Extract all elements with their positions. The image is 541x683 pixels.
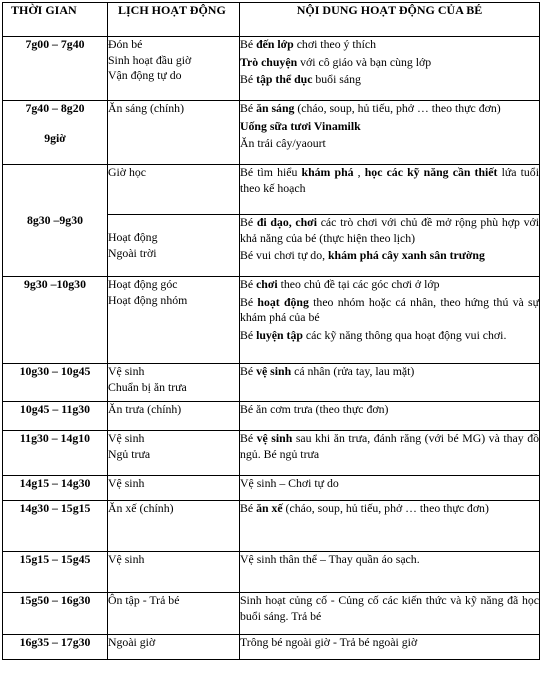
schedule-row <box>3 476 540 501</box>
content-line <box>240 476 539 492</box>
content-text: sau khi ăn trưa, đánh răng (với bé MG) và thay đồ ngủ. Bé ngủ trưa <box>240 431 539 461</box>
content-text: cá nhân (rửa tay, lau mặt) <box>291 364 415 378</box>
content-line <box>240 119 539 135</box>
content-line <box>240 431 539 462</box>
activity-label: Ôn tập - Trả bé <box>108 593 180 607</box>
time-range: 10g45 – 11g30 <box>19 402 91 416</box>
activity-cell <box>108 165 240 215</box>
activity-cell <box>108 635 240 660</box>
content-line <box>240 593 539 624</box>
content-cell <box>240 552 540 593</box>
content-line <box>240 248 539 264</box>
time-range: 11g30 – 14g10 <box>19 431 91 445</box>
content-cell <box>240 593 540 635</box>
schedule-row <box>3 501 540 552</box>
content-cell <box>240 501 540 552</box>
header-time: THỜI GIAN <box>3 3 108 37</box>
highlight-text: Trò chuyện <box>240 54 298 69</box>
time-cell <box>3 635 108 660</box>
content-text: với cô giáo và bạn cùng lớp <box>297 54 432 69</box>
highlight-text: học các kỹ năng cần thiết <box>364 165 498 179</box>
activity-cell <box>108 101 240 165</box>
activity-cell <box>108 364 240 402</box>
content-text: chơi theo ý thích <box>293 37 376 51</box>
content-cell <box>240 431 540 476</box>
content-line <box>240 55 539 71</box>
content-line <box>240 37 539 53</box>
activity-cell <box>108 277 240 364</box>
highlight-text: khám phá cây xanh sân trường <box>328 248 485 262</box>
header-content: NỘI DUNG HOẠT ĐỘNG CỦA BÉ <box>240 3 540 37</box>
content-text: Bé <box>240 277 257 291</box>
content-text: Bé <box>240 37 257 51</box>
content-line <box>240 328 539 344</box>
content-text: Bé <box>240 294 258 309</box>
highlight-text: ăn xế <box>256 501 283 515</box>
header-row <box>3 3 540 37</box>
content-text: lứa tuổi theo kế hoạch <box>240 165 539 195</box>
time-range: 15g50 – 16g30 <box>19 593 91 607</box>
content-cell <box>240 364 540 402</box>
highlight-text: Uống sữa tươi Vinamilk <box>240 118 361 133</box>
time-cell <box>3 37 108 101</box>
time-note: 9giờ <box>44 130 66 145</box>
highlight-text: tập thể dục <box>256 72 313 86</box>
content-cell <box>240 101 540 165</box>
content-text: Bé vui chơi tự do, <box>240 248 328 262</box>
content-text: (cháo, soup, hủ tiếu, phở … theo thực đơn) <box>282 501 489 515</box>
content-line <box>240 72 539 88</box>
activity-label: Ngủ trưa <box>108 446 151 461</box>
daily-schedule-table <box>2 2 540 660</box>
activity-label: Ăn trưa (chính) <box>108 402 182 416</box>
time-range: 9g30 –10g30 <box>24 277 86 291</box>
highlight-text: đến lớp <box>256 37 294 51</box>
schedule-row <box>3 552 540 593</box>
time-range: 14g30 – 15g15 <box>19 501 91 515</box>
time-cell <box>3 431 108 476</box>
schedule-row <box>3 635 540 660</box>
time-cell <box>3 402 108 431</box>
activity-label: Chuẩn bị ăn trưa <box>108 379 187 394</box>
content-line <box>240 295 539 326</box>
content-text: Bé <box>240 72 257 86</box>
content-line <box>240 277 539 293</box>
time-range: 10g30 – 10g45 <box>19 364 91 378</box>
activity-label: Ngoài trời <box>108 245 157 260</box>
content-text: , <box>353 165 365 179</box>
highlight-text: ăn sáng <box>256 101 295 115</box>
activity-label: Vệ sinh <box>108 431 145 445</box>
content-cell <box>240 635 540 660</box>
content-text: buổi sáng <box>312 72 361 86</box>
time-cell: 8g30 –9g30 <box>3 165 108 277</box>
content-text: Trông bé ngoài giờ - Trả bé ngoài giờ <box>240 635 418 649</box>
highlight-text: chơi <box>256 277 278 291</box>
highlight-text: hoạt động <box>257 294 309 309</box>
highlight-text: vệ sinh <box>256 431 293 445</box>
activity-label: Hoạt động nhóm <box>108 292 188 307</box>
time-range: 14g15 – 14g30 <box>19 476 91 490</box>
schedule-row <box>3 364 540 402</box>
activity-label: Ăn xế (chính) <box>108 501 174 515</box>
time-cell <box>3 101 108 165</box>
content-text: (cháo, soup, hủ tiếu, phở … theo thực đơn) <box>294 101 501 115</box>
content-cell <box>240 215 540 277</box>
activity-label: Sinh hoạt đầu giờ <box>108 52 192 67</box>
activity-label: Ăn sáng (chính) <box>108 101 185 115</box>
time-cell <box>3 476 108 501</box>
content-line <box>240 635 539 651</box>
content-cell <box>240 402 540 431</box>
content-text: theo chủ đề tại các góc chơi ở lớp <box>277 277 440 291</box>
content-text: các trò chơi với chủ đề mở rộng phù hợp với khả năng của bé (thực hiện theo lịch) <box>240 215 539 245</box>
time-range: 15g15 – 15g45 <box>19 552 91 566</box>
activity-label: Vệ sinh <box>108 364 145 378</box>
content-text: Bé <box>240 431 257 445</box>
time-cell <box>3 364 108 402</box>
highlight-text: khám phá <box>301 165 354 179</box>
activity-label: Vận động tự do <box>108 68 182 82</box>
schedule-body <box>3 37 540 660</box>
activity-label: Đón bé <box>108 37 143 51</box>
activity-label: Vệ sinh <box>108 476 145 490</box>
schedule-page <box>2 2 539 660</box>
highlight-text: luyện tập <box>256 327 303 342</box>
header-activity: LỊCH HOẠT ĐỘNG <box>108 3 240 37</box>
content-text: Bé <box>240 215 257 229</box>
content-line <box>240 136 539 152</box>
activity-cell <box>108 476 240 501</box>
schedule-row <box>3 402 540 431</box>
content-text: Bé <box>240 364 257 378</box>
activity-label: Ngoài giờ <box>108 635 156 649</box>
activity-cell <box>108 593 240 635</box>
activity-cell <box>108 431 240 476</box>
activity-cell <box>108 37 240 101</box>
schedule-row <box>3 431 540 476</box>
schedule-row <box>3 165 540 215</box>
content-line <box>240 552 539 568</box>
content-line <box>240 215 539 246</box>
activity-cell <box>108 402 240 431</box>
content-text: Bé <box>240 501 257 515</box>
time-cell <box>3 593 108 635</box>
content-text: theo nhóm hoặc cá nhân, theo hứng thú và sự khám phá của bé <box>240 294 540 324</box>
content-text: Sinh hoạt củng cố - Củng cố các kiến thức và kỹ năng đã học buổi sáng. Trả bé <box>240 593 539 623</box>
content-cell <box>240 476 540 501</box>
time-cell <box>3 552 108 593</box>
content-text: Vệ sinh – Chơi tự do <box>240 476 339 490</box>
content-line <box>240 501 539 517</box>
content-text: Bé <box>240 327 257 342</box>
content-line <box>240 165 539 196</box>
highlight-text: vệ sinh <box>256 364 292 378</box>
activity-cell <box>108 215 240 277</box>
content-text: Ăn trái cây/yaourt <box>240 136 326 150</box>
time-range: 16g35 – 17g30 <box>19 635 91 649</box>
content-text: Bé tìm hiểu <box>240 165 302 179</box>
time-cell <box>3 501 108 552</box>
activity-label: Hoạt động <box>108 230 158 244</box>
content-text: Vệ sinh thân thể – Thay quần áo sạch. <box>240 552 420 566</box>
content-line <box>240 101 539 117</box>
content-text: các kỹ năng thông qua hoạt động vui chơi. <box>302 327 507 342</box>
content-cell <box>240 37 540 101</box>
highlight-text: đi dạo, chơi <box>256 215 317 229</box>
activity-cell <box>108 501 240 552</box>
activity-label: Giờ học <box>108 165 147 179</box>
content-cell <box>240 165 540 215</box>
content-text: Bé ăn cơm trưa (theo thực đơn) <box>240 402 389 416</box>
activity-label: Hoạt động góc <box>108 277 178 291</box>
time-cell <box>3 277 108 364</box>
time-range: 7g40 – 8g20 <box>25 101 85 115</box>
schedule-row <box>3 101 540 165</box>
schedule-row <box>3 277 540 364</box>
content-line <box>240 364 539 380</box>
schedule-row <box>3 593 540 635</box>
activity-cell <box>108 552 240 593</box>
time-range: 7g00 – 7g40 <box>25 37 85 51</box>
content-text: Bé <box>240 101 257 115</box>
content-cell <box>240 277 540 364</box>
activity-label: Vệ sinh <box>108 552 145 566</box>
content-line <box>240 402 539 418</box>
schedule-row <box>3 37 540 101</box>
